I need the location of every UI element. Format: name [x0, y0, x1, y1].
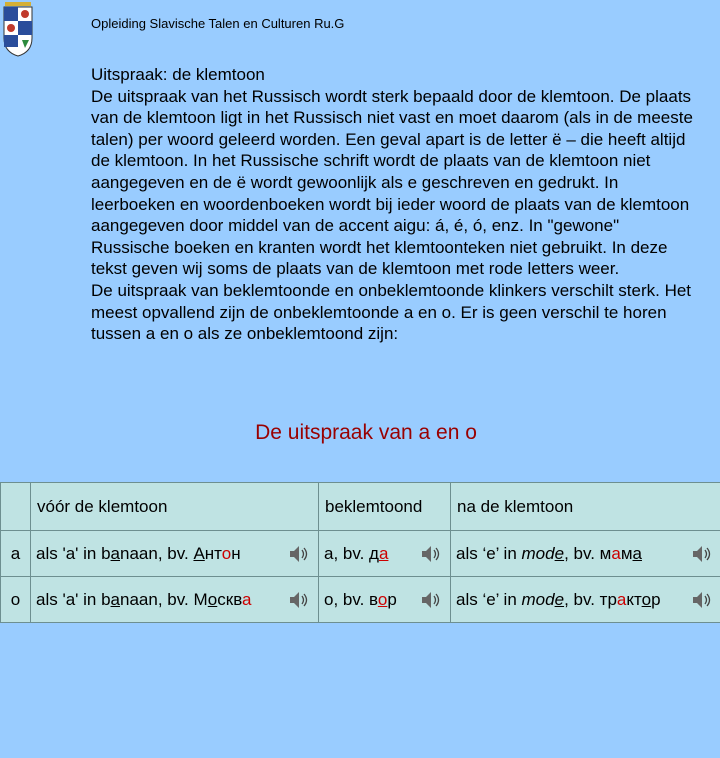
- cell-before-stress: [31, 531, 319, 577]
- cell-before-stress: [31, 577, 319, 623]
- header-empty-cell: [1, 483, 31, 531]
- cell-text: o, bv. вор: [324, 589, 397, 609]
- content-block: [91, 64, 701, 345]
- cell-text: a, bv. да: [324, 543, 389, 563]
- content-paragraph-1: De uitspraak van het Russisch wordt sterk bepaald door de klemtoon. De plaats van de klemtoon ligt in het Russisch niet vast en moet daarom (als in de meeste talen) per woord geleerd worden. Een geval apart is de letter ë – die heeft altijd de klemtoon. In het Russische schrift wordt de plaats van de klemtoon niet aangegeven en de ë wordt gewoonlijk als e geschreven en gedrukt. In leerboeken en woordenboeken wordt bij ieder woord de plaats van de klemtoon aangegeven door middel van de accent aigu: á, é, ó, enz. In "gewone" Russische boeken en kranten wordt het klemtoonteken niet gebruikt. In deze tekst geven wij soms de plaats van de klemtoon met rode letters weer.: [91, 86, 693, 279]
- content-heading: Uitspraak: de klemtoon: [91, 65, 265, 84]
- row-letter: o: [1, 577, 31, 623]
- university-crest-icon: [0, 0, 36, 57]
- cell-stressed: [319, 577, 451, 623]
- row-letter: a: [1, 531, 31, 577]
- cell-after-stress: [451, 577, 720, 623]
- cell-stressed: [319, 531, 451, 577]
- table-header-row: [1, 483, 720, 531]
- speaker-icon[interactable]: [691, 543, 713, 565]
- cell-text: als 'a' in banaan, bv. Антон: [36, 543, 241, 563]
- speaker-icon[interactable]: [420, 543, 442, 565]
- cell-text: als ‘e’ in mode, bv. мама: [456, 543, 642, 563]
- content-paragraph-2: De uitspraak van beklemtoonde en onbeklemtoonde klinkers verschilt sterk. Het meest opvallend zijn de onbeklemtoonde a en o. Er is geen verschil te horen tussen a en o als ze onbeklemtoond zijn:: [91, 280, 692, 344]
- page-header-title: Opleiding Slavische Talen en Culturen Ru.G: [91, 16, 345, 31]
- section-title: De uitspraak van a en o: [255, 421, 477, 444]
- speaker-icon[interactable]: [288, 543, 310, 565]
- header-stressed: beklemtoond: [319, 483, 451, 531]
- header-after-stress: na de klemtoon: [451, 483, 720, 531]
- speaker-icon[interactable]: [420, 589, 442, 611]
- table-row-a: [1, 531, 720, 577]
- cell-text: als ‘e’ in mode, bv. трактор: [456, 589, 661, 609]
- header-before-stress: vóór de klemtoon: [31, 483, 319, 531]
- speaker-icon[interactable]: [288, 589, 310, 611]
- cell-after-stress: [451, 531, 720, 577]
- speaker-icon[interactable]: [691, 589, 713, 611]
- pronunciation-table: [0, 482, 720, 623]
- cell-text: als 'a' in banaan, bv. Москва: [36, 589, 252, 609]
- table-row-o: [1, 577, 720, 623]
